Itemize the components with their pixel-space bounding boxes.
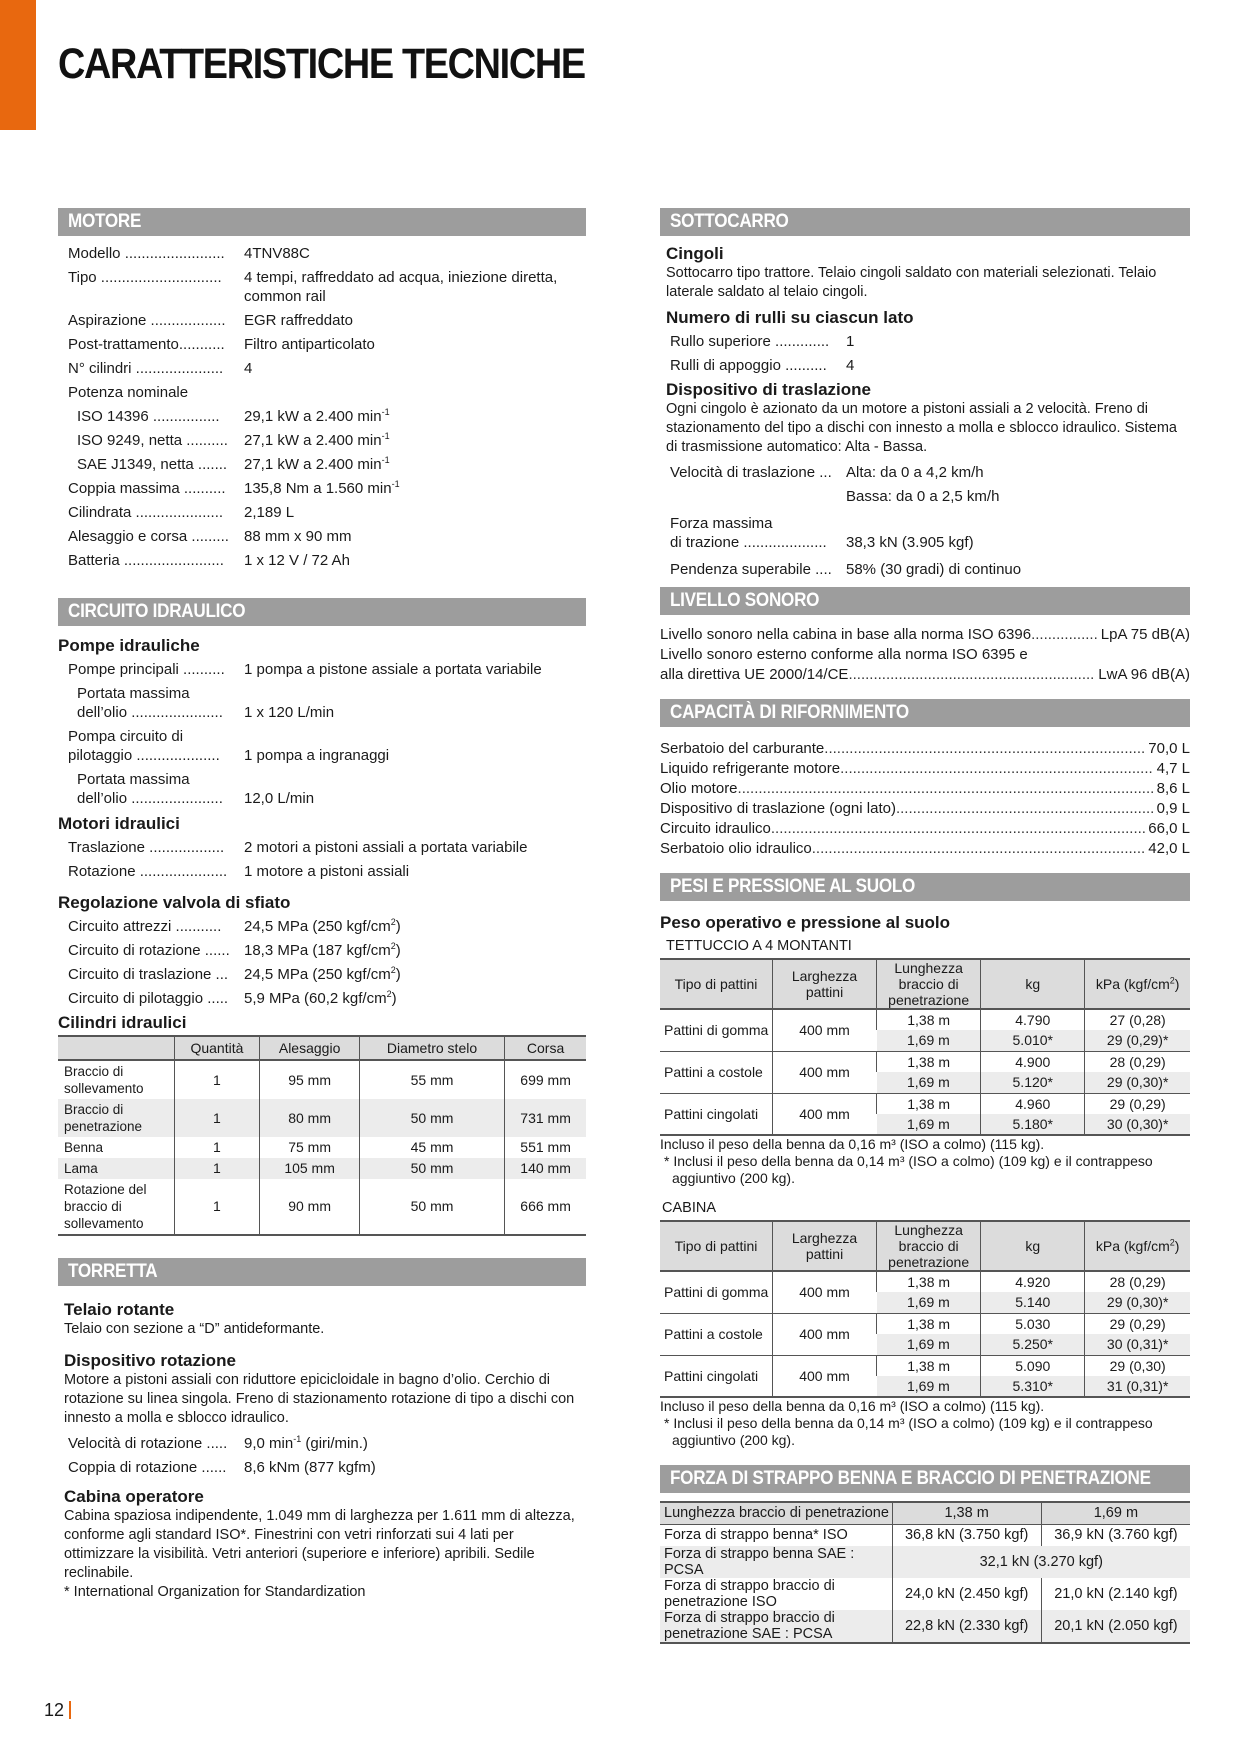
table-cell: 29 (0,29) xyxy=(1085,1093,1190,1114)
table-cell: 32,1 kN (3.270 kgf) xyxy=(892,1546,1190,1578)
spec-value: 27,1 kW a 2.400 $\min^{-1}$ xyxy=(244,431,390,449)
spec-value: 5,9 MPa (60,2 kgf/$cm^2$) xyxy=(244,989,397,1007)
spec-row: Post-trattamento........... Filtro antiparticolato xyxy=(58,335,586,354)
shoe-type-cell: Pattini cingolati xyxy=(660,1093,772,1135)
subhead-cilindri: Cilindri idraulici xyxy=(58,1013,187,1032)
table-row xyxy=(58,1060,586,1099)
spec-value: 135,8 Nm a 1.560 $\min^{-1}$ xyxy=(244,479,400,497)
capacity-row: Circuito idraulico ..... 66,0 L xyxy=(660,819,1190,839)
table-cell: Forza di strappo benna* ISO xyxy=(664,1527,848,1544)
subhead-valvola: Regolazione valvola di sfiato xyxy=(58,893,291,912)
capacity-row: Liquido refrigerante motore ..... 4,7 L xyxy=(660,759,1190,779)
spec-row-forza-trazione: di trazione .................... 38,3 kN (3.905 kgf) xyxy=(670,534,974,551)
section-header-sottocarro: SOTTOCARRO xyxy=(660,208,1190,236)
spec-row-velocita: Velocità di traslazione ... Alta: da 0 a 4,2 km/h xyxy=(670,464,984,481)
table-cell: 731 mm xyxy=(505,1099,586,1137)
table-cell: 22,8 kN (2.330 kgf) xyxy=(892,1610,1041,1643)
section-header-circuito-idraulico: CIRCUITO IDRAULICO xyxy=(58,598,586,626)
spec-value: 12,0 L/min xyxy=(244,790,315,807)
table-cell: 36,8 kN (3.750 kgf) xyxy=(892,1524,1041,1546)
shoe-type-cell: Pattini di gomma xyxy=(660,1009,772,1051)
spec-row: Pompe principali .......... 1 pompa a pistone assiale a portata variabile xyxy=(58,660,586,679)
table-cell: 29 (0,29) xyxy=(1085,1313,1190,1334)
table-cell: 1,38 m xyxy=(877,1271,981,1292)
subhead-peso-operativo: Peso operativo e pressione al suolo xyxy=(660,913,951,932)
table-row xyxy=(660,1009,1190,1030)
weights-note: Incluso il peso della benna da 0,16 m³ (ISO a colmo) (115 kg). xyxy=(660,1136,1045,1152)
table-cell: 5.090 xyxy=(981,1355,1085,1376)
column-header: Lunghezza braccio di penetrazione xyxy=(660,1502,892,1524)
spec-row: dell’olio ...................... 1 x 120 L/min xyxy=(58,703,586,722)
cingoli-text: Sottocarro tipo trattore. Telaio cingoli saldato con materiali selezionati. Telaio laterale saldato al telaio cingoli. xyxy=(666,265,1157,300)
page-number-separator xyxy=(69,1701,71,1719)
table-cell: 31 (0,31)* xyxy=(1085,1376,1190,1397)
superscript: 2 xyxy=(1169,1237,1175,1248)
weights-table xyxy=(660,1220,1190,1398)
table-cell: 29 (0,30)* xyxy=(1085,1292,1190,1313)
capacita-list xyxy=(660,739,1190,859)
table-cell: 1,38 m xyxy=(877,1355,981,1376)
section-header-forza-strappo: FORZA DI STRAPPO BENNA E BRACCIO DI PENETRAZIONE xyxy=(660,1465,1190,1493)
spec-value: 4TNV88C xyxy=(244,245,310,262)
spec-row: dell’olio ...................... 12,0 L/min xyxy=(58,789,586,808)
table-cell: 1,69 m xyxy=(877,1072,981,1093)
column-header: Larghezza pattini xyxy=(772,959,876,1009)
table-cell: 1,69 m xyxy=(877,1114,981,1135)
spec-row: Cilindrata ..................... 2,189 L xyxy=(58,503,586,522)
sonoro-row-esterno: Livello sonoro esterno conforme alla norma ISO 6395 e xyxy=(660,646,1028,663)
pompe-spec-list xyxy=(58,660,586,808)
spec-row: ISO 14396 ................ 29,1 kW a 2.400 $\min^{-1}$ xyxy=(58,407,586,426)
spec-row: Rulli di appoggio .......... 4 xyxy=(660,356,1190,375)
subhead-dispositivo-rotazione: Dispositivo rotazione xyxy=(64,1351,236,1370)
spec-value: 1 motore a pistoni assiali xyxy=(244,863,410,880)
table-cell: 1 xyxy=(174,1179,260,1235)
column-header xyxy=(58,1036,174,1060)
table-cell: 1,38 m xyxy=(877,1093,981,1114)
table-cell: 5.140 xyxy=(981,1292,1085,1313)
subhead-motori: Motori idraulici xyxy=(58,814,180,833)
column-header: 1,38 m xyxy=(892,1502,1041,1524)
weights-note: Incluso il peso della benna da 0,16 m³ (ISO a colmo) (115 kg). xyxy=(660,1398,1045,1414)
header-row xyxy=(660,1221,1190,1271)
right-column xyxy=(660,208,1190,1644)
spec-row: Modello ........................ 4TNV88C xyxy=(58,244,586,263)
spec-value: 1 xyxy=(846,333,855,350)
table-cell: 551 mm xyxy=(505,1137,586,1158)
spec-row: Circuito di rotazione ...... 18,3 MPa (187 kgf/$cm^2$) xyxy=(58,941,586,960)
section-header-motore: MOTORE xyxy=(58,208,586,236)
table-cell: 699 mm xyxy=(505,1060,586,1099)
table-cell: 4.920 xyxy=(981,1271,1085,1292)
table-row xyxy=(58,1099,586,1137)
spec-value: 27,1 kW a 2.400 $\min^{-1}$ xyxy=(244,455,390,473)
spec-row: Alesaggio e corsa ......... 88 mm x 90 mm xyxy=(58,527,586,546)
table-cell: 80 mm xyxy=(260,1099,360,1137)
sonoro-row-direttiva: alla direttiva UE 2000/14/CE ..... LwA 96 dB(A) xyxy=(660,665,1190,685)
table-row xyxy=(660,1355,1190,1376)
page-number: 12 xyxy=(44,1700,71,1721)
spec-value: 2 motori a pistoni assiali a portata variabile xyxy=(244,839,528,856)
spec-value: 29,1 kW a 2.400 $\min^{-1}$ xyxy=(244,407,390,425)
motori-spec-list xyxy=(58,838,586,881)
table-cell: Forza di strappo braccio di penetrazione SAE : PCSA xyxy=(660,1610,892,1643)
shoe-type-cell: Pattini di gomma xyxy=(660,1271,772,1313)
shoe-width-cell: 400 mm xyxy=(772,1271,876,1313)
table-cell: 105 mm xyxy=(260,1158,360,1179)
subhead-dispositivo-traslazione: Dispositivo di traslazione xyxy=(666,380,871,399)
rotazione-text: Motore a pistoni assiali con riduttore epicicloidale in bagno d’olio. Cerchio di rotazione su linea singola. Freno di stazionamento rotazione di tipo a dischi con innesto a molla e sblocco idraulico. xyxy=(64,1372,575,1426)
spec-row: SAE J1349, netta ....... 27,1 kW a 2.400 $\min^{-1}$ xyxy=(58,455,586,474)
table-cell: Forza di strappo benna SAE : PCSA xyxy=(660,1546,892,1578)
table-cell: Braccio di sollevamento xyxy=(64,1064,144,1096)
table-cell: Lama xyxy=(58,1158,174,1179)
table-row xyxy=(660,1271,1190,1292)
column-header: Corsa xyxy=(505,1036,586,1060)
shoe-type-cell: Pattini cingolati xyxy=(660,1355,772,1397)
table-cell: 90 mm xyxy=(260,1179,360,1235)
left-column xyxy=(58,208,586,1602)
section-header-torretta: TORRETTA xyxy=(58,1258,586,1286)
spec-row: Coppia di rotazione ...... 8,6 kNm (877 kgfm) xyxy=(58,1458,586,1477)
table-cell: 1 xyxy=(174,1099,260,1137)
table-cell: 5.010* xyxy=(981,1030,1085,1051)
table-row xyxy=(660,1313,1190,1334)
cilindri-table xyxy=(58,1035,586,1236)
spec-value xyxy=(236,383,586,402)
spec-row-label: Pompa circuito di xyxy=(68,728,184,745)
spec-value: EGR raffreddato xyxy=(244,312,353,329)
table-cell: 29 (0,29)* xyxy=(1085,1030,1190,1051)
spec-value: 9,0 $\min^{-1}$ (giri/min.) xyxy=(244,1434,368,1452)
table-cell: 5.180* xyxy=(981,1114,1085,1135)
column-header: Tipo di pattini xyxy=(660,1221,772,1271)
table-cell: 140 mm xyxy=(505,1158,586,1179)
section-header-livello-sonoro: LIVELLO SONORO xyxy=(660,587,1190,615)
column-header: Larghezza pattini xyxy=(772,1221,876,1271)
cabina-footnote: * International Organization for Standardization xyxy=(64,1584,366,1600)
table-cell: Benna xyxy=(64,1140,104,1155)
table-cell: 45 mm xyxy=(359,1137,504,1158)
telaio-text: Telaio con sezione a “D” antideformante. xyxy=(64,1321,325,1337)
header-row xyxy=(660,959,1190,1009)
table-row xyxy=(660,1093,1190,1114)
spec-row-pendenza: Pendenza superabile .... 58% (30 gradi) di continuo xyxy=(670,561,1022,578)
forza-table xyxy=(660,1501,1190,1644)
superscript: 2 xyxy=(1169,975,1175,986)
weights-table-title: CABINA xyxy=(662,1200,716,1216)
spec-value: 4 xyxy=(244,360,253,377)
page-title: CARATTERISTICHE TECNICHE xyxy=(58,40,585,88)
table-row xyxy=(58,1137,586,1158)
table-cell: 4.960 xyxy=(981,1093,1085,1114)
table-cell: 20,1 kN (2.050 kgf) xyxy=(1041,1610,1190,1643)
cabina-text: Cabina spaziosa indipendente, 1.049 mm di larghezza per 1.611 mm di altezza, conforme agli standard ISO*. Finestrini con vetri rinforzati sui 4 lati per ottimizzare la visibilità. Vetri anteriori (superiore e inferiore) apribili. Sedile reclinabile. xyxy=(64,1508,575,1581)
spec-value: 4 tempi, raffreddato ad acqua, iniezione diretta, common rail xyxy=(244,269,558,305)
spec-row: ISO 9249, netta .......... 27,1 kW a 2.400 $\min^{-1}$ xyxy=(58,431,586,450)
table-cell: 1,38 m xyxy=(877,1313,981,1334)
spec-row: Batteria ........................ 1 x 12 V / 72 Ah xyxy=(58,551,586,570)
spec-row: Rullo superiore ............. 1 xyxy=(660,332,1190,351)
column-header: Alesaggio xyxy=(260,1036,360,1060)
table-cell: 29 (0,30)* xyxy=(1085,1072,1190,1093)
spec-value: 18,3 MPa (187 kgf/$cm^2$) xyxy=(244,941,401,959)
spec-row: N° cilindri ..................... 4 xyxy=(58,359,586,378)
table-cell: 50 mm xyxy=(359,1158,504,1179)
spec-value: 4 xyxy=(846,357,855,374)
table-cell: 1 xyxy=(174,1060,260,1099)
orange-accent-bar xyxy=(0,0,36,130)
spec-row: Circuito di traslazione ... 24,5 MPa (250 kgf/$cm^2$) xyxy=(58,965,586,984)
spec-row-label: Portata massima xyxy=(77,771,190,788)
subhead-telaio-rotante: Telaio rotante xyxy=(64,1300,175,1319)
spec-row: Velocità di rotazione ..... 9,0 $\min^{-1}$ (giri/min.) xyxy=(58,1434,586,1453)
spec-row: Potenza nominale xyxy=(58,383,586,402)
table-cell: 55 mm xyxy=(359,1060,504,1099)
section-header-pesi: PESI E PRESSIONE AL SUOLO xyxy=(660,873,1190,901)
column-header: Quantità xyxy=(174,1036,260,1060)
spec-row-forza-label: Forza massima xyxy=(670,515,773,532)
traslazione-spec-list xyxy=(660,463,1190,579)
table-row xyxy=(660,1524,1190,1546)
table-cell: 4.900 xyxy=(981,1051,1085,1072)
shoe-width-cell: 400 mm xyxy=(772,1009,876,1051)
valvola-spec-list xyxy=(58,917,586,1008)
table-row xyxy=(660,1578,1190,1610)
capacity-row: Serbatoio olio idraulico ..... 42,0 L xyxy=(660,839,1190,859)
column-header: kPa $(kgf/cm^2)$ xyxy=(1085,1221,1190,1271)
table-cell: 30 (0,30)* xyxy=(1085,1114,1190,1135)
spec-row: Circuito di pilotaggio ..... 5,9 MPa (60,2 kgf/$cm^2$) xyxy=(58,989,586,1008)
spec-row: Aspirazione .................. EGR raffreddato xyxy=(58,311,586,330)
table-cell: 36,9 kN (3.760 kgf) xyxy=(1041,1524,1190,1546)
spec-value: 1 x 120 L/min xyxy=(244,704,335,721)
table-cell: 50 mm xyxy=(359,1179,504,1235)
spec-value: 24,5 MPa (250 kgf/$cm^2$) xyxy=(244,965,401,983)
column-header: kg xyxy=(981,1221,1085,1271)
table-cell: 1,69 m xyxy=(877,1334,981,1355)
capacity-row: Olio motore ..... 8,6 L xyxy=(660,779,1190,799)
table-cell: 5.250* xyxy=(981,1334,1085,1355)
column-header: Diametro stelo xyxy=(359,1036,504,1060)
rulli-spec-list xyxy=(660,332,1190,375)
column-header: Lunghezza braccio di penetrazione xyxy=(877,1221,981,1271)
table-row xyxy=(660,1546,1190,1578)
table-cell: 1 xyxy=(174,1158,260,1179)
column-header: Tipo di pattini xyxy=(660,959,772,1009)
spec-value: 24,5 MPa (250 kgf/$cm^2$) xyxy=(244,917,401,935)
weights-footnote: * Inclusi il peso della benna da 0,14 m³ (ISO a colmo) (109 kg) e il contrappeso aggiuntivo (200 kg). xyxy=(664,1153,1153,1186)
shoe-width-cell: 400 mm xyxy=(772,1355,876,1397)
table-cell: 666 mm xyxy=(505,1179,586,1235)
table-cell: Forza di strappo braccio di penetrazione ISO xyxy=(664,1578,835,1610)
spec-value: 2,189 L xyxy=(244,504,295,521)
shoe-type-cell: Pattini a costole xyxy=(660,1051,772,1093)
table-cell: 95 mm xyxy=(260,1060,360,1099)
weights-footnote: * Inclusi il peso della benna da 0,14 m³ (ISO a colmo) (109 kg) e il contrappeso aggiuntivo (200 kg). xyxy=(664,1415,1153,1448)
table-cell: 75 mm xyxy=(260,1137,360,1158)
subhead-pompe: Pompe idrauliche xyxy=(58,636,200,655)
spec-row: Coppia massima .......... 135,8 Nm a 1.560 $\min^{-1}$ xyxy=(58,479,586,498)
spec-row: Traslazione .................. 2 motori a pistoni assiali a portata variabile xyxy=(58,838,586,857)
shoe-type-cell: Pattini a costole xyxy=(660,1313,772,1355)
shoe-width-cell: 400 mm xyxy=(772,1093,876,1135)
table-cell: 30 (0,31)* xyxy=(1085,1334,1190,1355)
capacity-row: Serbatoio del carburante ..... 70,0 L xyxy=(660,739,1190,759)
table-cell: 27 (0,28) xyxy=(1085,1009,1190,1030)
weights-table xyxy=(660,958,1190,1136)
spec-row: pilotaggio .................... 1 pompa a ingranaggi xyxy=(58,746,586,765)
table-cell: 50 mm xyxy=(359,1099,504,1137)
table-cell: 1,38 m xyxy=(877,1051,981,1072)
spec-value: 88 mm x 90 mm xyxy=(244,528,352,545)
table-row xyxy=(58,1179,586,1235)
spec-value: 1 pompa a ingranaggi xyxy=(244,747,390,764)
table-cell: 21,0 kN (2.140 kgf) xyxy=(1041,1578,1190,1610)
table-cell: 24,0 kN (2.450 kgf) xyxy=(892,1578,1041,1610)
column-header: kg xyxy=(981,959,1085,1009)
shoe-width-cell: 400 mm xyxy=(772,1313,876,1355)
spec-row-label: Portata massima xyxy=(77,685,190,702)
table-cell: 5.310* xyxy=(981,1376,1085,1397)
table-cell: 28 (0,29) xyxy=(1085,1271,1190,1292)
spec-value: 1 pompa a pistone assiale a portata variabile xyxy=(244,661,542,678)
table-cell: 4.790 xyxy=(981,1009,1085,1030)
spec-row: Rotazione ..................... 1 motore a pistoni assiali xyxy=(58,862,586,881)
subhead-rulli: Numero di rulli su ciascun lato xyxy=(666,308,914,327)
table-row xyxy=(660,1610,1190,1643)
sonoro-row-cabina: Livello sonoro nella cabina in base alla norma ISO 6396 ..... LpA 75 dB(A) xyxy=(660,625,1190,645)
table-cell: 28 (0,29) xyxy=(1085,1051,1190,1072)
spec-row: Tipo ............................. 4 tempi, raffreddato ad acqua, iniezione diretta, common rail xyxy=(58,268,586,306)
table-cell: 1,69 m xyxy=(877,1292,981,1313)
table-row xyxy=(58,1158,586,1179)
section-header-capacita: CAPACITÀ DI RIFORNIMENTO xyxy=(660,699,1190,727)
table-cell: Braccio di penetrazione xyxy=(58,1099,174,1137)
traslazione-text: Ogni cingolo è azionato da un motore a pistoni assiali a 2 velocità. Freno di stazionamento del tipo a dischi con innesto a molla e sblocco idraulico. Sistema di trasmissione automatico: Alta - Bassa. xyxy=(666,401,1177,455)
pesi-tables xyxy=(660,937,1190,1449)
table-cell: 29 (0,30) xyxy=(1085,1355,1190,1376)
sonoro-list xyxy=(660,625,1190,685)
subhead-cingoli: Cingoli xyxy=(666,244,724,263)
torretta-spec-list xyxy=(58,1434,586,1477)
motore-spec-list xyxy=(58,244,586,570)
table-cell: 1 xyxy=(174,1137,260,1158)
column-header: 1,69 m xyxy=(1041,1502,1190,1524)
column-header: kPa $(kgf/cm^2)$ xyxy=(1085,959,1190,1009)
table-cell: 5.030 xyxy=(981,1313,1085,1334)
weights-table-title: TETTUCCIO A 4 MONTANTI xyxy=(666,938,852,954)
spec-value: 8,6 kNm (877 kgfm) xyxy=(244,1459,376,1476)
spec-row: Circuito attrezzi ........... 24,5 MPa (250 kgf/$cm^2$) xyxy=(58,917,586,936)
capacity-row: Dispositivo di traslazione (ogni lato) ..... 0,9 L xyxy=(660,799,1190,819)
column-header: Lunghezza braccio di penetrazione xyxy=(877,959,981,1009)
table-row xyxy=(660,1051,1190,1072)
shoe-width-cell: 400 mm xyxy=(772,1051,876,1093)
table-cell: Rotazione del braccio di sollevamento xyxy=(58,1179,174,1235)
table-cell: 5.120* xyxy=(981,1072,1085,1093)
spec-value: 1 x 12 V / 72 Ah xyxy=(244,552,350,569)
spec-row-velocita-bassa: Bassa: da 0 a 2,5 km/h xyxy=(846,488,1000,505)
spec-value: Filtro antiparticolato xyxy=(244,336,375,353)
table-cell: 1,38 m xyxy=(877,1009,981,1030)
subhead-cabina-operatore: Cabina operatore xyxy=(64,1487,204,1506)
table-cell: 1,69 m xyxy=(877,1376,981,1397)
table-cell: 1,69 m xyxy=(877,1030,981,1051)
